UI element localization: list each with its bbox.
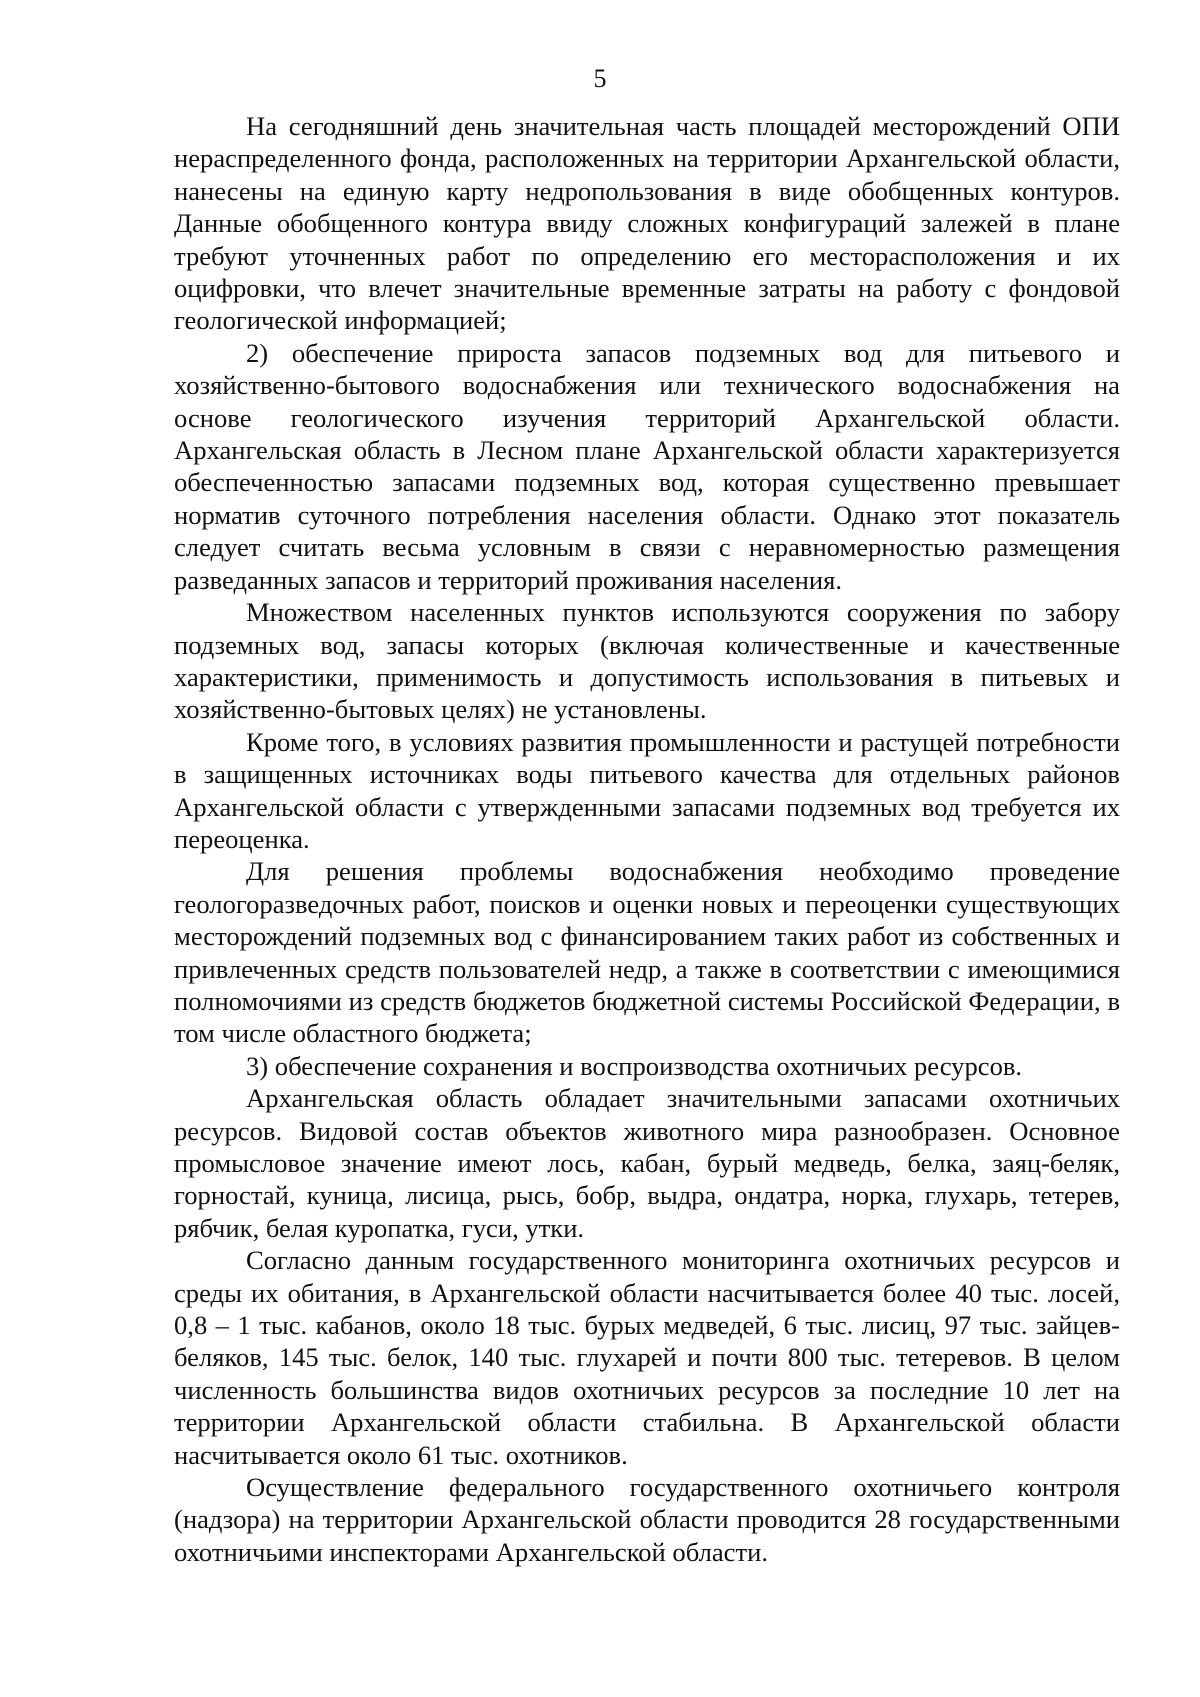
paragraph: Архангельская область обладает значительными запасами охотничьих ресурсов. Видовой состав объектов животного мира разнообразен. Основное промысловое значение имеют лось, кабан, бурый медведь, белка, заяц-беляк, горностай, куница, лисица, рысь, бобр, выдра, ондатра, норка, глухарь, тетерев, рябчик, белая куропатка, гуси, утки.	[174, 1083, 1120, 1243]
document-body	[174, 110, 1120, 1568]
page-number: 5	[593, 64, 607, 93]
paragraph: 3) обеспечение сохранения и воспроизводства охотничьих ресурсов.	[246, 1050, 1023, 1081]
paragraph: Кроме того, в условиях развития промышленности и растущей потребности в защищенных источниках воды питьевого качества для отдельных районов Архангельской области с утвержденными запасами подземных вод требуется их переоценка.	[174, 726, 1120, 854]
paragraph: На сегодняшний день значительная часть площадей месторождений ОПИ нераспределенного фонда, расположенных на территории Архангельской области, нанесены на единую карту недропользования в виде обобщенных контуров. Данные обобщенного контура ввиду сложных конфигураций залежей в плане требуют уточненных работ по определению его месторасположения и их оцифровки, что влечет значительные временные затраты на работу с фондовой геологической информацией;	[174, 111, 1120, 336]
paragraph: 2) обеспечение прироста запасов подземных вод для питьевого и хозяйственно-бытового водоснабжения или технического водоснабжения на основе геологического изучения территорий Архангельской области. Архангельская область в Лесном плане Архангельской области характеризуется обеспеченностью запасами подземных вод, которая существенно превышает норматив суточного потребления населения области. Однако этот показатель следует считать весьма условным в связи с неравномерностью размещения разведанных запасов и территорий проживания населения.	[174, 337, 1120, 595]
paragraph: Осуществление федерального государственного охотничьего контроля (надзора) на территории Архангельской области проводится 28 государственными охотничьими инспекторами Архангельской области.	[174, 1472, 1120, 1567]
paragraph: Для решения проблемы водоснабжения необходимо проведение геологоразведочных работ, поисков и оценки новых и переоценки существующих месторождений подземных вод с финансированием таких работ из собственных и привлеченных средств пользователей недр, а также в соответствии с имеющимися полномочиями из средств бюджетов бюджетной системы Российской Федерации, в том числе областного бюджета;	[174, 856, 1120, 1049]
paragraph: Согласно данным государственного мониторинга охотничьих ресурсов и среды их обитания, в Архангельской области насчитывается более 40 тыс. лосей, 0,8 – 1 тыс. кабанов, около 18 тыс. бурых медведей, 6 тыс. лисиц, 97 тыс. зайцев-беляков, 145 тыс. белок, 140 тыс. глухарей и почти 800 тыс. тетеревов. В целом численность большинства видов охотничьих ресурсов за последние 10 лет на территории Архангельской области стабильна. В Архангельской области насчитывается около 61 тыс. охотников.	[174, 1245, 1120, 1470]
paragraph: Множеством населенных пунктов используются сооружения по забору подземных вод, запасы которых (включая количественные и качественные характеристики, применимость и допустимость использования в питьевых и хозяйственно-бытовых целях) не установлены.	[174, 597, 1120, 725]
